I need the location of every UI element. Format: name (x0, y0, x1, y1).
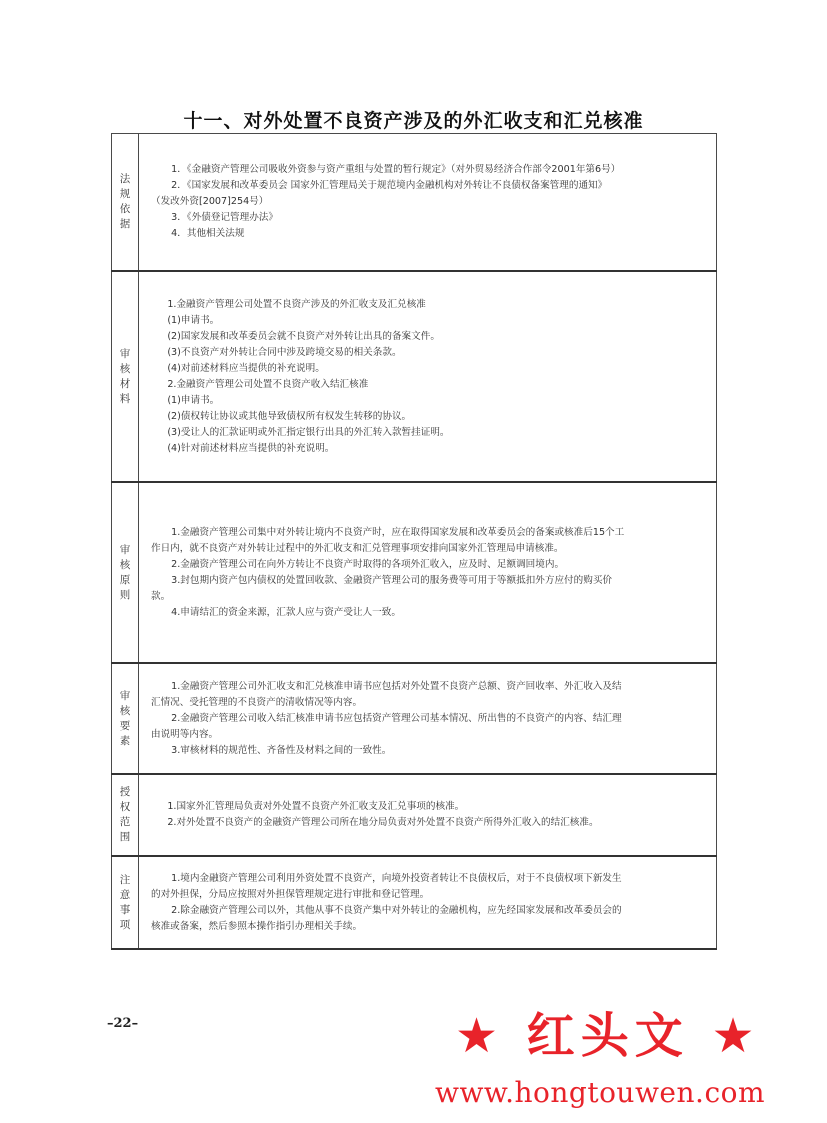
list-item: 2.金融资产管理公司处置不良资产收入结汇核准 (167, 378, 369, 390)
list-item: 款。 (151, 590, 171, 602)
list-item: (4)对前述材料应当提供的补充说明。 (167, 362, 325, 374)
watermark-url: www.hongtouwen.com (435, 1076, 766, 1109)
list-item: 2.对外处置不良资产的金融资产管理公司所在地分局负责对外处置不良资产所得外汇收入的结汇核准。 (167, 817, 599, 828)
row-label-legal-basis: 法 规 依 据 (112, 134, 139, 272)
row-content-review-materials (139, 271, 717, 482)
table-row-review-materials (112, 271, 717, 482)
list-item: (2)债权转让协议或其他导致债权所有权发生转移的协议。 (167, 410, 412, 422)
row-label-authorization-scope: 授 权 范 围 (112, 774, 139, 856)
list-item: 3.封包期内资产包内债权的处置回收款、金融资产管理公司的服务费等可用于等额抵扣外方应付的购买价 (171, 574, 613, 586)
watermark-title: ★ 红头文 ★ (455, 1008, 761, 1064)
row-label-review-principles: 审 核 原 则 (112, 482, 139, 663)
table-row-notes (112, 856, 717, 949)
list-item: 1.金融资产管理公司集中对外转让境内不良资产时，应在取得国家发展和改革委员会的备案或核准后15个工 (171, 526, 625, 538)
list-item: 4．其他相关法规 (171, 228, 245, 239)
page-title: 十一、对外处置不良资产涉及的外汇收支和汇兑核准 (183, 110, 644, 132)
table-row-review-principles (112, 482, 717, 663)
list-item: 3.审核材料的规范性、齐备性及材料之间的一致性。 (171, 744, 392, 756)
row-content-review-elements (139, 663, 717, 774)
table-row-review-elements (112, 663, 717, 774)
list-item: 2.金融资产管理公司在向外方转让不良资产时取得的各项外汇收入，应及时、足额调回境内。 (171, 558, 565, 570)
list-item: (1)申请书。 (167, 394, 220, 406)
list-item: 1.金融资产管理公司外汇收支和汇兑核准申请书应包括对外处置不良资产总额、资产回收率、外汇收入及结 (171, 680, 622, 692)
list-item: 核准或备案，然后参照本操作指引办理相关手续。 (151, 920, 363, 932)
table-row-legal-basis (112, 134, 717, 272)
page-number: –22– (107, 1016, 139, 1031)
list-item: （发改外资[2007]254号） (151, 196, 269, 207)
regulation-table (111, 133, 717, 950)
list-item: 2.除金融资产管理公司以外，其他从事不良资产集中对外转让的金融机构，应先经国家发展和改革委员会的 (171, 904, 622, 916)
list-item: 3．《外债登记管理办法》 (171, 212, 278, 223)
row-content-authorization-scope (139, 774, 717, 856)
list-item: 2．《国家发展和改革委员会 国家外汇管理局关于规范境内金融机构对外转让不良债权备案管理的通知》 (171, 180, 608, 191)
row-label-notes: 注 意 事 项 (112, 856, 139, 949)
list-item: 汇情况、受托管理的不良资产的清收情况等内容。 (151, 696, 363, 708)
row-content-notes (139, 856, 717, 949)
list-item: 4.申请结汇的资金来源，汇款人应与资产受让人一致。 (171, 606, 401, 618)
list-item: 由说明等内容。 (151, 728, 219, 740)
list-item: 作日内，就不良资产对外转让过程中的外汇收支和汇兑管理事项安排向国家外汇管理局申请核准。 (151, 542, 564, 554)
list-item: 的对外担保，分局应按照对外担保管理规定进行审批和登记管理。 (151, 888, 430, 900)
list-item: 2.金融资产管理公司收入结汇核准申请书应包括资产管理公司基本情况、所出售的不良资产的内容、结汇理 (171, 712, 622, 724)
list-item: (2)国家发展和改革委员会就不良资产对外转让出具的备案文件。 (167, 330, 440, 342)
row-label-review-elements: 审 核 要 素 (112, 663, 139, 774)
row-content-legal-basis (139, 134, 717, 272)
table-row-authorization-scope (112, 774, 717, 856)
list-item: (3)不良资产对外转让合同中涉及跨境交易的相关条款。 (167, 346, 402, 358)
list-item: 1.境内金融资产管理公司利用外资处置不良资产，向境外投资者转让不良债权后，对于不良债权项下新发生 (171, 872, 622, 884)
list-item: 1.国家外汇管理局负责对外处置不良资产外汇收支及汇兑事项的核准。 (167, 801, 465, 812)
row-content-review-principles (139, 482, 717, 663)
list-item: (1)申请书。 (167, 314, 220, 326)
watermark (435, 1004, 825, 1116)
list-item: (4)针对前述材料应当提供的补充说明。 (167, 442, 335, 454)
list-item: 1.金融资产管理公司处置不良资产涉及的外汇收支及汇兑核准 (167, 298, 426, 310)
list-item: 1．《金融资产管理公司吸收外资参与资产重组与处置的暂行规定》（对外贸易经济合作部令2001年第6号） (171, 164, 621, 175)
list-item: (3)受让人的汇款证明或外汇指定银行出具的外汇转入款暂挂证明。 (167, 426, 450, 438)
row-label-review-materials: 审 核 材 料 (112, 271, 139, 482)
